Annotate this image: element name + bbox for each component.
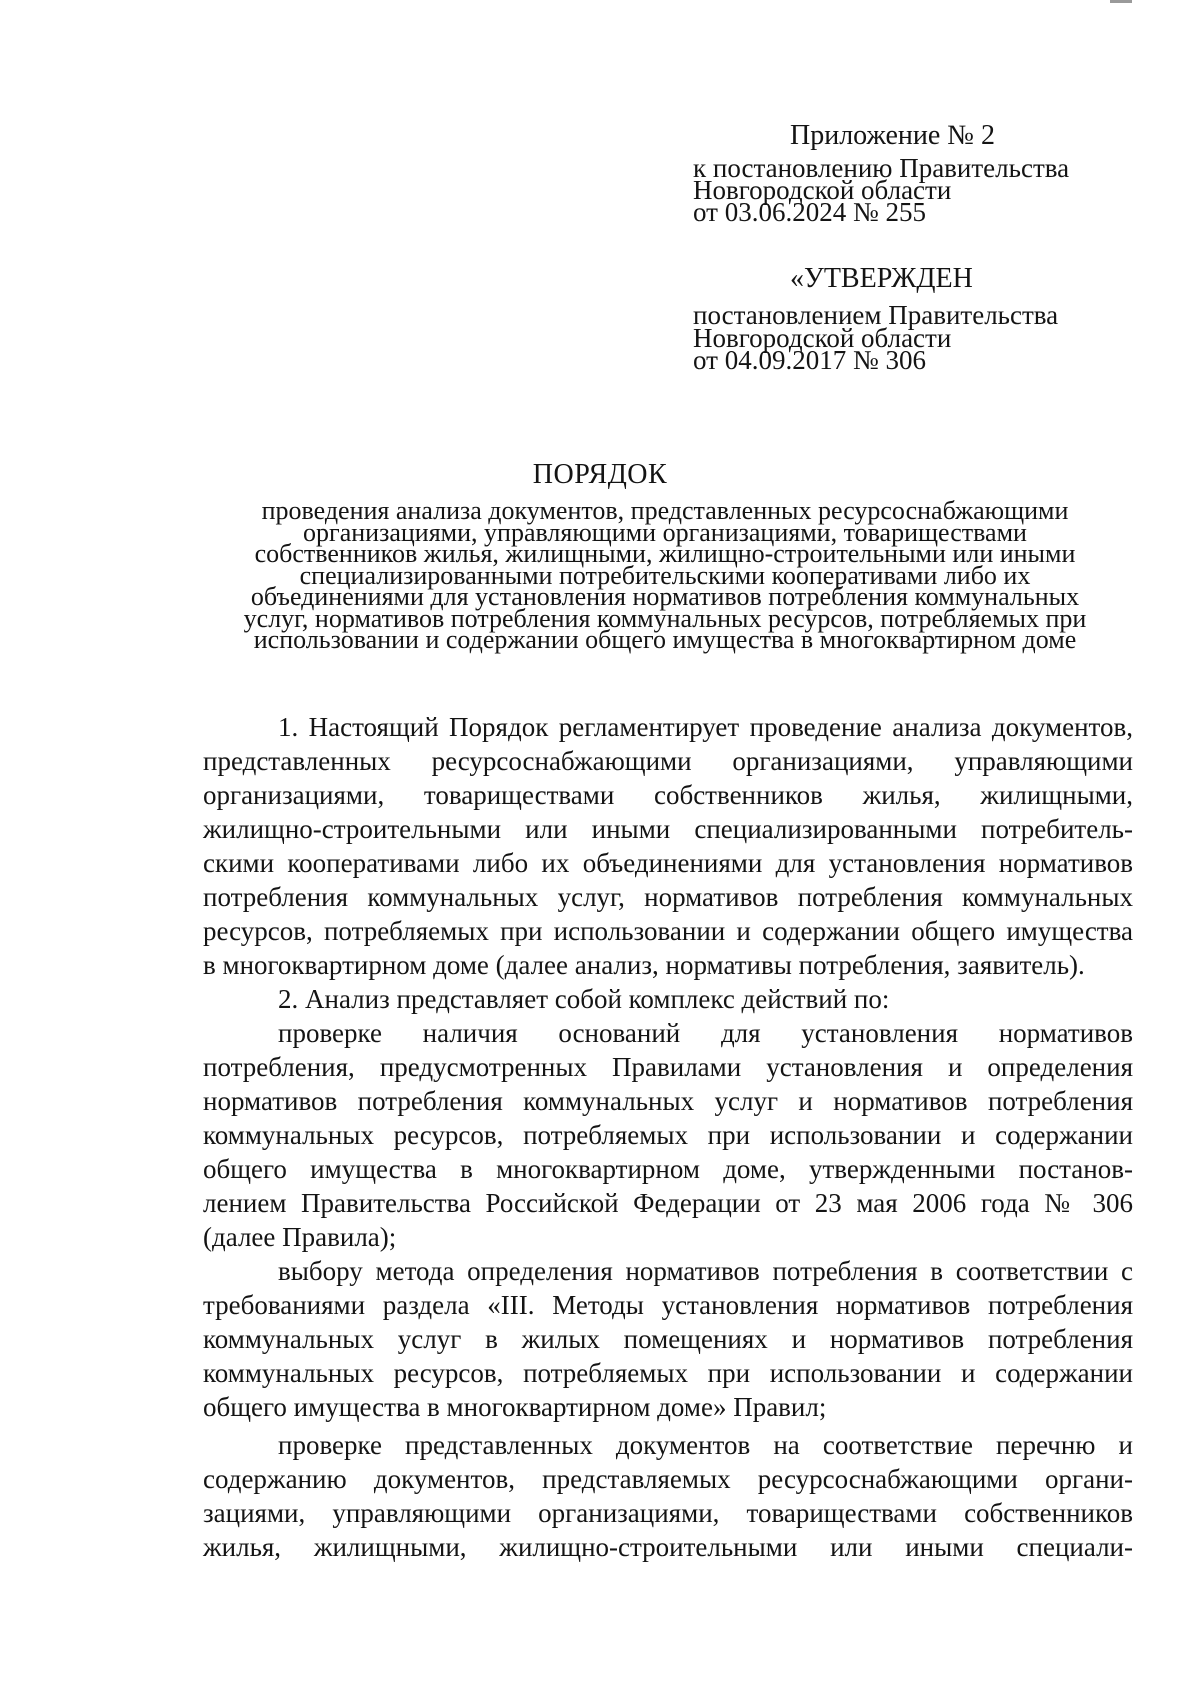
text-line: скими кооперативами либо их объединениями для установления нормативов — [203, 848, 1133, 878]
text-line: 1. Настоящий Порядок регламентирует проведение анализа документов, — [278, 712, 1133, 742]
text-line: содержанию документов, представляемых ресурсоснабжающими органи- — [203, 1464, 1133, 1494]
subtitle-line: услуг, нормативов потребления коммунальных ресурсов, потребляемых при — [243, 603, 1087, 633]
appendix-line-2: Новгородской области — [693, 175, 952, 205]
text-line: ресурсов, потребляемых при использовании и содержании общего имущества — [203, 916, 1133, 946]
text-line: коммунальных ресурсов, потребляемых при использовании и содержании — [203, 1120, 1133, 1150]
text-line: жилья, жилищными, жилищно-строительными или иными специали- — [203, 1532, 1133, 1562]
paragraph-3 — [203, 1016, 1133, 1254]
text-line: выбору метода определения нормативов потребления в соответствии с — [278, 1256, 1133, 1286]
text-line: требованиями раздела «III. Методы установления нормативов потребления — [203, 1290, 1133, 1320]
scan-mark — [1110, 0, 1132, 3]
approved-line-2: Новгородской области — [693, 323, 952, 353]
subtitle-line: использовании и содержании общего имущества в многоквартирном доме — [253, 625, 1077, 654]
text-line: общего имущества в многоквартирном доме» Правил; — [203, 1392, 827, 1422]
subtitle-line: собственников жилья, жилищными, жилищно-строительными или иными — [254, 539, 1076, 568]
text-line: потребления, предусмотренных Правилами установления и определения — [203, 1052, 1133, 1082]
text-line: коммунальных услуг в жилых помещениях и нормативов потребления — [203, 1324, 1133, 1354]
document-body — [203, 710, 1133, 1564]
subtitle-line: организациями, управляющими организациями, товариществами — [303, 517, 1027, 547]
approved-title: «УТВЕРЖДЕН — [790, 263, 973, 294]
document-subtitle — [200, 496, 1130, 654]
appendix-title: Приложение № 2 — [790, 120, 995, 151]
text-line: проверке представленных документов на соответствие перечню и — [278, 1430, 1133, 1460]
text-line: (далее Правила); — [203, 1222, 397, 1252]
text-line: коммунальных ресурсов, потребляемых при использовании и содержании — [203, 1358, 1133, 1388]
text-line: потребления коммунальных услуг, нормативов потребления коммунальных — [203, 882, 1133, 912]
document-title: ПОРЯДОК — [532, 459, 668, 490]
paragraph-2 — [203, 982, 1133, 1016]
text-line: жилищно-строительными или иными специализированными потребитель- — [203, 814, 1133, 844]
text-line: проверке наличия оснований для установления нормативов — [278, 1018, 1133, 1048]
appendix-line-3: от 03.06.2024 № 255 — [693, 197, 926, 227]
paragraph-4 — [203, 1254, 1133, 1424]
paragraph-1 — [203, 710, 1133, 982]
approved-line-3: от 04.09.2017 № 306 — [693, 345, 926, 375]
text-line: зациями, управляющими организациями, товариществами собственников — [203, 1498, 1133, 1528]
approved-line-1: постановлением Правительства — [693, 300, 1059, 330]
text-line: представленных ресурсоснабжающими организациями, управляющими — [203, 746, 1133, 776]
text-line: общего имущества в многоквартирном доме, утвержденными постанов- — [203, 1154, 1133, 1184]
subtitle-line: объединениями для установления нормативов потребления коммунальных — [250, 582, 1080, 611]
appendix-line-1: к постановлению Правительства — [693, 153, 1070, 183]
text-line: в многоквартирном доме (далее анализ, нормативы потребления, заявитель). — [203, 950, 1085, 980]
paragraph-5 — [203, 1428, 1133, 1564]
text-line: 2. Анализ представляет собой комплекс действий по: — [278, 984, 890, 1014]
subtitle-line: специализированными потребительскими кооперативами либо их — [299, 560, 1031, 590]
text-line: лением Правительства Российской Федерации от 23 мая 2006 года № 306 — [203, 1188, 1133, 1218]
text-line: организациями, товариществами собственников жилья, жилищными, — [203, 780, 1133, 810]
subtitle-line: проведения анализа документов, представленных ресурсоснабжающими — [261, 496, 1069, 525]
text-line: нормативов потребления коммунальных услуг и нормативов потребления — [203, 1086, 1133, 1116]
